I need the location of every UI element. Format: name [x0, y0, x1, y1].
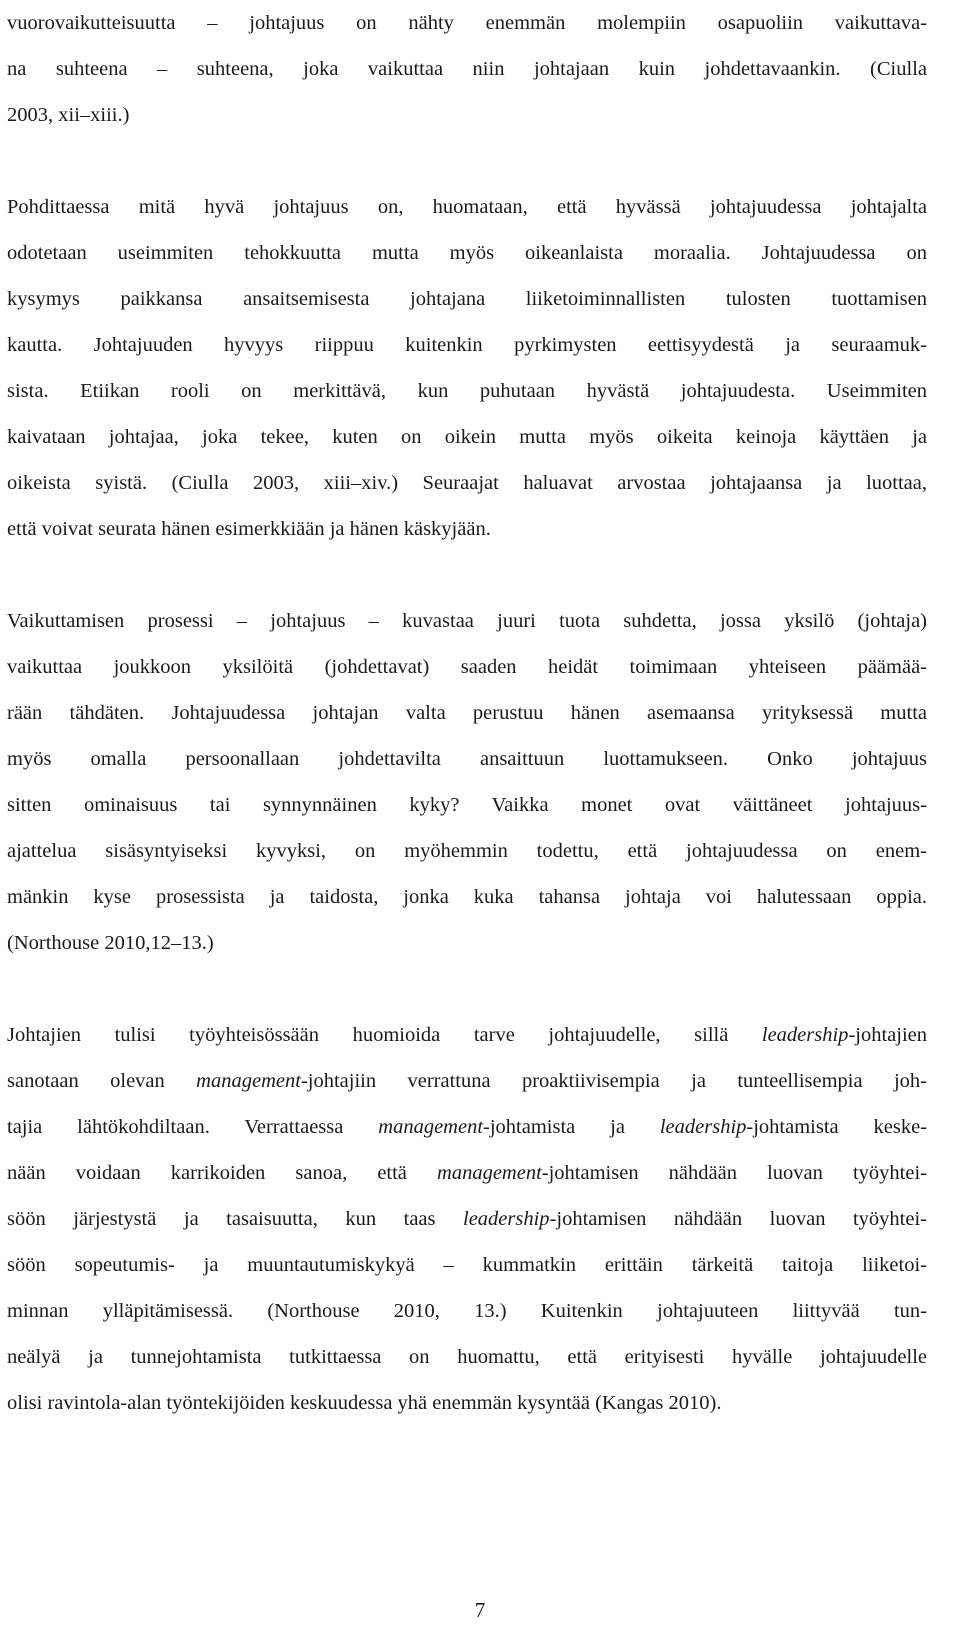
text-line: myös omalla persoonallaan johdettavilta ansaittuun luottamukseen. Onko johtajuus	[7, 748, 927, 770]
text-line: oikeista syistä. (Ciulla 2003, xiii–xiv.) Seuraajat haluavat arvostaa johtajaansa ja luottaa,	[7, 472, 927, 494]
text-line: rään tähdäten. Johtajuudessa johtajan valta perustuu hänen asemaansa yrityksessä mutta	[7, 702, 927, 724]
paragraph-2	[7, 184, 927, 552]
paragraph-gap	[7, 966, 927, 1012]
italic-term: leadership	[463, 1208, 550, 1230]
text-line: Vaikuttamisen prosessi – johtajuus – kuvastaa juuri tuota suhdetta, jossa yksilö (johtaja)	[7, 610, 927, 632]
text-segment: Johtajien tulisi työyhteisössään huomioida tarve johtajuudelle, sillä	[7, 1024, 762, 1046]
text-segment: -johtamista keske-	[746, 1116, 928, 1138]
text-line: kautta. Johtajuuden hyvyys riippuu kuitenkin pyrkimysten eettisyydestä ja seuraamuk-	[7, 334, 927, 356]
italic-term: management	[196, 1070, 301, 1092]
paragraph-gap	[7, 552, 927, 598]
text-segment: -johtamisen nähdään luovan työyhtei-	[549, 1208, 927, 1230]
paragraph-1	[7, 0, 927, 138]
text-line: söön sopeutumis- ja muuntautumiskykyä – kummatkin erittäin tärkeitä taitoja liiketoi-	[7, 1254, 927, 1276]
text-line	[7, 1104, 927, 1150]
paragraph-gap	[7, 138, 927, 184]
text-line: 2003, xii–xiii.)	[7, 104, 130, 126]
text-segment: -johtamisen nähdään luovan työyhtei-	[541, 1162, 927, 1184]
text-segment: sanotaan olevan	[7, 1070, 197, 1092]
text-segment: -johtamista ja	[483, 1116, 660, 1138]
italic-term: leadership	[761, 1024, 849, 1046]
text-line: ajattelua sisäsyntyiseksi kyvyksi, on myöhemmin todettu, että johtajuudessa on enem-	[7, 840, 927, 862]
text-line: sitten ominaisuus tai synnynnäinen kyky? Vaikka monet ovat väittäneet johtajuus-	[7, 794, 927, 816]
text-line: minnan ylläpitämisessä. (Northouse 2010, 13.) Kuitenkin johtajuuteen liittyvää tun-	[7, 1300, 927, 1322]
text-line	[7, 1150, 927, 1196]
text-line: kaivataan johtajaa, joka tekee, kuten on oikein mutta myös oikeita keinoja käyttäen ja	[7, 426, 927, 448]
paragraph-3	[7, 598, 927, 966]
document-page	[7, 0, 927, 1426]
text-segment: tajia lähtökohdiltaan. Verrattaessa	[7, 1116, 379, 1138]
text-line: (Northouse 2010,12–13.)	[7, 932, 214, 954]
paragraph-4	[7, 1012, 927, 1426]
text-line: neälyä ja tunnejohtamista tutkittaessa on huomattu, että erityisesti hyvälle johtajuudelle	[7, 1346, 927, 1368]
text-segment: -johtajiin verrattuna proaktiivisempia ja tunteellisempia joh-	[300, 1070, 928, 1092]
text-line	[7, 1058, 927, 1104]
italic-term: management	[378, 1116, 484, 1138]
text-line	[7, 1196, 927, 1242]
text-line: na suhteena – suhteena, joka vaikuttaa niin johtajaan kuin johdettavaankin. (Ciulla	[7, 58, 927, 80]
text-line: vuorovaikutteisuutta – johtajuus on nähty enemmän molempiin osapuoliin vaikuttava-	[7, 12, 927, 34]
text-line: odotetaan useimmiten tehokkuutta mutta myös oikeanlaista moraalia. Johtajuudessa on	[7, 242, 927, 264]
text-line: olisi ravintola-alan työntekijöiden keskuudessa yhä enemmän kysyntää (Kangas 2010).	[7, 1392, 722, 1414]
text-line: mänkin kyse prosessista ja taidosta, jonka kuka tahansa johtaja voi halutessaan oppia.	[7, 886, 927, 908]
text-line: vaikuttaa joukkoon yksilöitä (johdettavat) saaden heidät toimimaan yhteiseen päämää-	[7, 656, 927, 678]
text-line: että voivat seurata hänen esimerkkiään ja hänen käskyjään.	[7, 518, 491, 540]
text-line: Pohdittaessa mitä hyvä johtajuus on, huomataan, että hyvässä johtajuudessa johtajalta	[7, 196, 927, 218]
text-segment: -johtajien	[848, 1024, 927, 1046]
italic-term: leadership	[659, 1116, 747, 1138]
text-line	[7, 1012, 927, 1058]
text-line: sista. Etiikan rooli on merkittävä, kun puhutaan hyvästä johtajuudesta. Useimmiten	[7, 380, 927, 402]
text-segment: nään voidaan karrikoiden sanoa, että	[7, 1162, 438, 1184]
italic-term: management	[437, 1162, 542, 1184]
text-segment: söön järjestystä ja tasaisuutta, kun taas	[7, 1208, 464, 1230]
page-number: 7	[474, 1598, 486, 1622]
text-line: kysymys paikkansa ansaitsemisesta johtajana liiketoiminnallisten tulosten tuottamisen	[7, 288, 927, 310]
